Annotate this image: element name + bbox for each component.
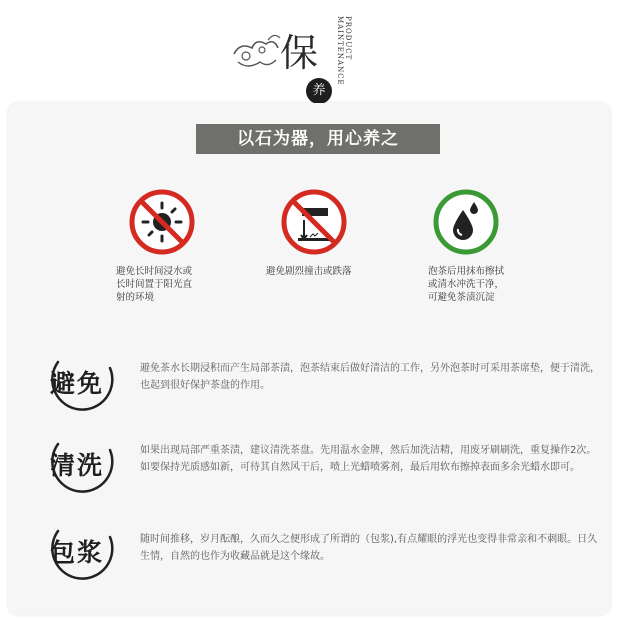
brush-title-avoid: 避免 (44, 350, 128, 414)
logo-main-char: 保 (280, 31, 319, 75)
sign-caption-3: 泡茶后用抹布擦拭 或清水冲洗干净， 可避免茶渍沉淀 (428, 266, 505, 303)
sign-caption-2: 避免剧烈撞击或跌落 (266, 266, 352, 277)
brush-title-patina: 包浆 (44, 519, 128, 583)
banner-title: 以石为器，用心养之 (196, 124, 440, 154)
section-clean (44, 432, 604, 502)
section-avoid (44, 350, 604, 410)
maintenance-logo (228, 10, 358, 100)
section-avoid-text: 避免茶水长期浸积而产生局部茶渍，泡茶结束后做好清洁的工作，另外泡茶时可采用茶席垫，便于清洗，也起到很好保护茶盘的作用。 (140, 363, 600, 391)
logo-seal: 养 (306, 78, 332, 104)
brush-title-clean: 清洗 (44, 432, 128, 496)
care-card (8, 103, 610, 615)
section-clean-text: 如果出现局部严重茶渍，建议清洗茶盘。先用温水金牌，然后加洗洁精，用废牙刷刷洗，重复操作2次。如要保持光质感如新，可待其自然风干后，喷上光蜡喷雾剂，最后用软布擦掉表面多余光蜡水即可。 (140, 445, 597, 473)
logo-vertical-text: PRODUCT MAINTENANCE (336, 16, 352, 86)
section-patina-text: 随时间推移，岁月酝酿，久而久之便形成了所谓的（包浆),有点耀眼的浮光也变得非常亲和不刺眼。日久生情，自然的也作为收藏品就是这个缘故。 (140, 534, 598, 562)
section-patina (44, 519, 604, 579)
water-drop-icon (432, 188, 500, 256)
no-sunlight-icon (128, 188, 196, 256)
no-impact-icon (280, 188, 348, 256)
sign-caption-1: 避免长时间浸水或 长时间置于阳光直 射的环境 (116, 266, 193, 303)
